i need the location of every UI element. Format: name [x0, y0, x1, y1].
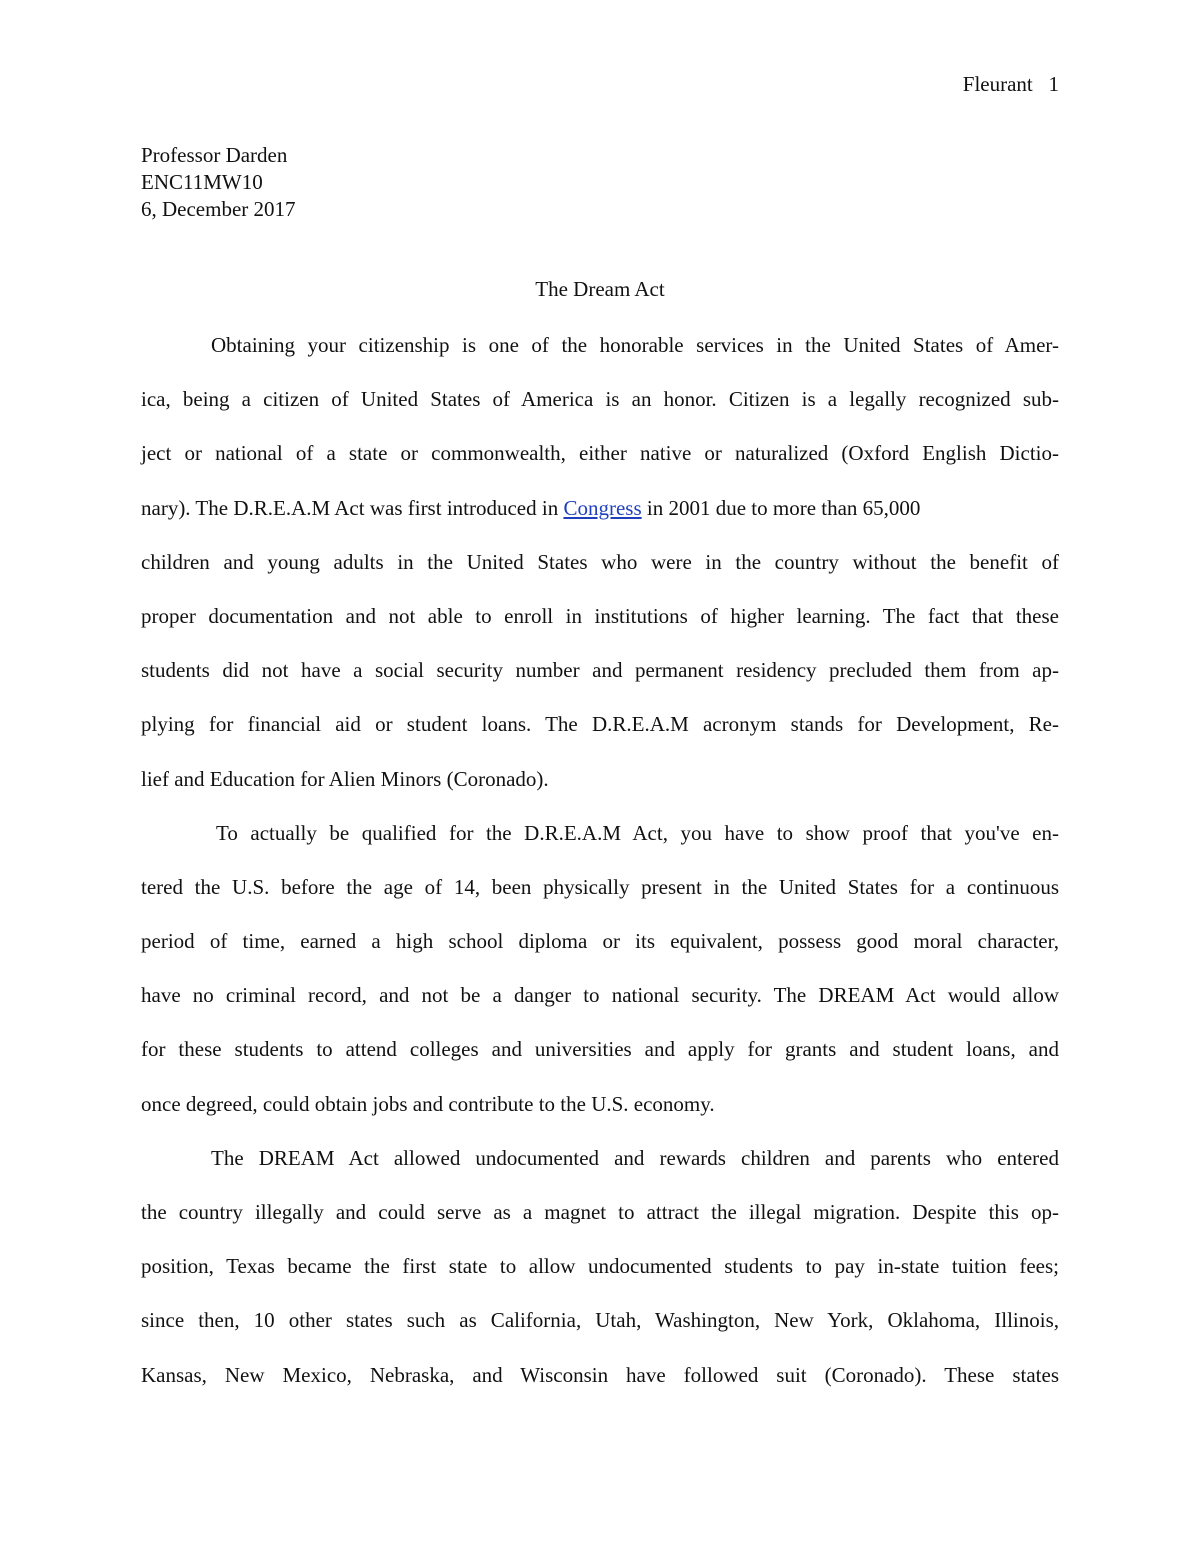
- paragraph-1-line-1: Obtaining your citizenship is one of the honorable services in the United States of Amer-: [211, 333, 1059, 357]
- paragraph-2-line-1: To actually be qualified for the D.R.E.A.M Act, you have to show proof that you've en-: [216, 820, 1059, 845]
- heading-block: [141, 142, 296, 223]
- paragraph-1-line-6: proper documentation and not able to enroll in institutions of higher learning. The fact that these: [141, 603, 1059, 628]
- paragraph-3-line-4: since then, 10 other states such as California, Utah, Washington, New York, Oklahoma, Illinois,: [141, 1308, 1059, 1333]
- paragraph-1-line-2: ica, being a citizen of United States of America is an honor. Citizen is a legally recognized sub-: [141, 387, 1059, 412]
- paragraph-2-line-5: for these students to attend colleges and universities and apply for grants and student loans, and: [141, 1037, 1059, 1062]
- essay-date: 6, December 2017: [141, 197, 296, 221]
- paragraph-3-line-3: position, Texas became the first state to allow undocumented students to pay in-state tuition fees;: [141, 1254, 1059, 1279]
- running-header: [963, 72, 1059, 97]
- professor-name: Professor Darden: [141, 143, 288, 167]
- paragraph-3-line-1: The DREAM Act allowed undocumented and rewards children and parents who entered: [211, 1145, 1059, 1170]
- paragraph-2-line-3: period of time, earned a high school diploma or its equivalent, possess good moral character,: [141, 929, 1059, 954]
- page-number: 1: [1048, 72, 1059, 96]
- paragraph-2-line-2: tered the U.S. before the age of 14, been physically present in the United States for a continuous: [141, 874, 1059, 899]
- paragraph-1-line-3: ject or national of a state or commonwealth, either native or naturalized (Oxford English Dictio-: [141, 441, 1059, 466]
- paragraph-3-line-2: the country illegally and could serve as a magnet to attract the illegal migration. Despite this op-: [141, 1200, 1059, 1224]
- header-space: [1038, 72, 1043, 96]
- paragraph-1-line-4-text-a: nary). The D.R.E.A.M Act was first introduced in: [141, 495, 564, 520]
- paragraph-2-line-4: have no criminal record, and not be a danger to national security. The DREAM Act would allow: [141, 983, 1059, 1008]
- paragraph-1-line-4: [141, 493, 1059, 547]
- paragraph-1-line-8: plying for financial aid or student loans. The D.R.E.A.M acronym stands for Development, Re-: [141, 712, 1059, 737]
- header-author: Fleurant: [962, 72, 1033, 96]
- paragraph-1-line-7: students did not have a social security number and permanent residency precluded them from ap-: [141, 658, 1059, 683]
- paragraph-2-line-6: once degreed, could obtain jobs and contribute to the U.S. economy.: [141, 1091, 715, 1116]
- congress-link[interactable]: Congress: [563, 495, 642, 520]
- course-code: ENC11MW10: [141, 170, 263, 194]
- paragraph-1-line-5: children and young adults in the United States who were in the country without the benefit of: [141, 549, 1059, 574]
- paragraph-1-line-4-text-b: in 2001 due to more than 65,000: [641, 495, 921, 520]
- paragraph-1-line-9: lief and Education for Alien Minors (Coronado).: [141, 766, 549, 791]
- essay-body: [141, 330, 1059, 1414]
- paragraph-3-line-5: Kansas, New Mexico, Nebraska, and Wisconsin have followed suit (Coronado). These states: [141, 1362, 1059, 1387]
- essay-title: The Dream Act: [535, 277, 665, 301]
